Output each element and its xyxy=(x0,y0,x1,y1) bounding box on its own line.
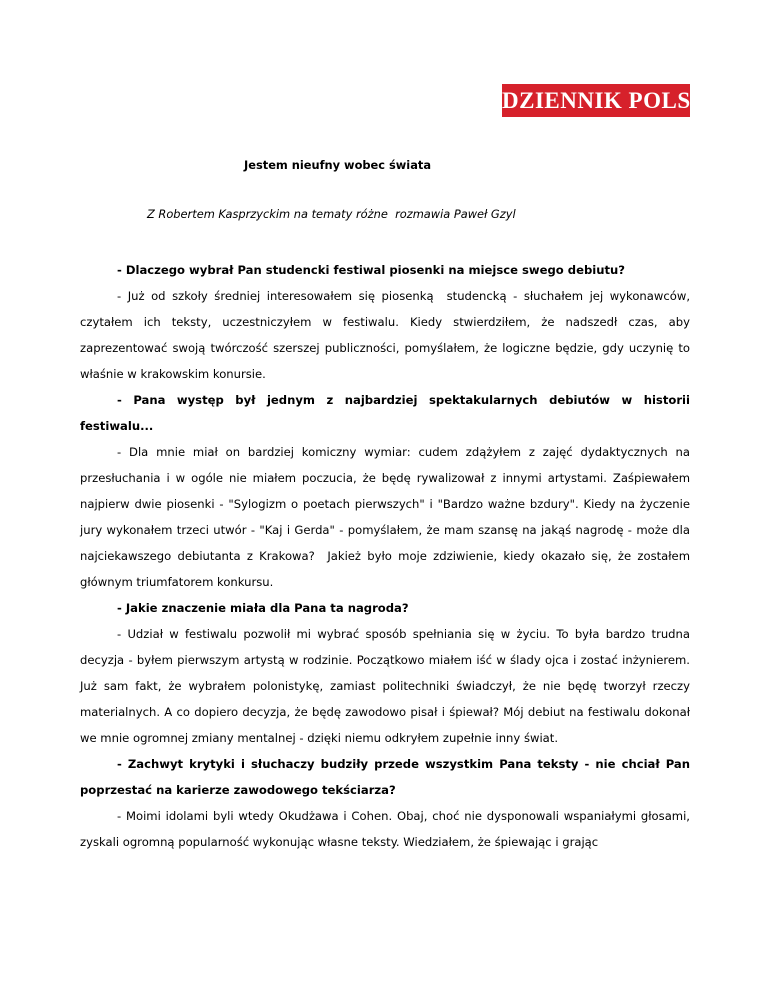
answer-paragraph: - Moimi idolami byli wtedy Okudżawa i Cohen. Obaj, choć nie dysponowali wspaniałymi głosami, zyskali ogromną popularność wykonując własne teksty. Wiedziałem, że śpiewając i grając xyxy=(80,809,694,849)
newspaper-logo: DZIENNIK POLSKI xyxy=(502,84,690,117)
question-paragraph: - Dlaczego wybrał Pan studencki festiwal piosenki na miejsce swego debiutu? xyxy=(117,263,626,277)
answer-paragraph: - Dla mnie miał on bardziej komiczny wymiar: cudem zdążyłem z zajęć dydaktycznych na przesłuchania i w ogóle nie miałem poczucia, że będę rywalizował z innymi artystami. Zaśpiewałem najpierw dwie piosenki - "Sylogizm o poetach pierwszych" i "Bardzo ważne bzdury". Kiedy na życzenie jury wykonałem trzeci utwór - "Kaj i Gerda" - pomyślałem, że mam szansę na jakąś nagrodę - może dla najciekawszego debiutanta z Krakowa? Jakież było moje zdziwienie, kiedy okazało się, że zostałem głównym triumfatorem konkursu. xyxy=(80,445,694,589)
question-paragraph: - Zachwyt krytyki i słuchaczy budziły przede wszystkim Pana teksty - nie chciał Pan poprzestać na karierze zawodowego tekściarza? xyxy=(80,757,695,797)
answer-paragraph: - Udział w festiwalu pozwolił mi wybrać sposób spełniania się w życiu. To była bardzo trudna decyzja - byłem pierwszym artystą w rodzinie. Początkowo miałem iść w ślady ojca i zostać inżynierem. Już sam fakt, że wybrałem polonistykę, zamiast politechniki świadczył, że nie będę tworzył rzeczy materialnych. A co dopiero decyzja, że będę zawodowo pisał i śpiewał? Mój debiut na festiwalu dokonał we mnie ogromnej zmiany mentalnej - dzięki niemu odkryłem zupełnie inny świat. xyxy=(80,627,694,745)
answer-paragraph: - Już od szkoły średniej interesowałem się piosenką studencką - słuchałem jej wykonawców, czytałem ich teksty, uczestniczyłem w festiwalu. Kiedy stwierdziłem, że nadszedł czas, aby zaprezentować swoją twórczość szerszej publiczności, pomyślałem, że logiczne będzie, gdy uczynię to właśnie w krakowskim konursie. xyxy=(80,289,694,381)
question-paragraph: - Jakie znaczenie miała dla Pana ta nagroda? xyxy=(117,601,409,615)
question-paragraph: - Pana występ był jednym z najbardziej spektakularnych debiutów w historii festiwalu... xyxy=(80,393,695,433)
article-title: Jestem nieufny wobec świata xyxy=(244,158,432,172)
article-body xyxy=(80,257,695,855)
article-subtitle: Z Robertem Kasprzyckim na tematy różne rozmawia Paweł Gzyl xyxy=(147,207,516,221)
